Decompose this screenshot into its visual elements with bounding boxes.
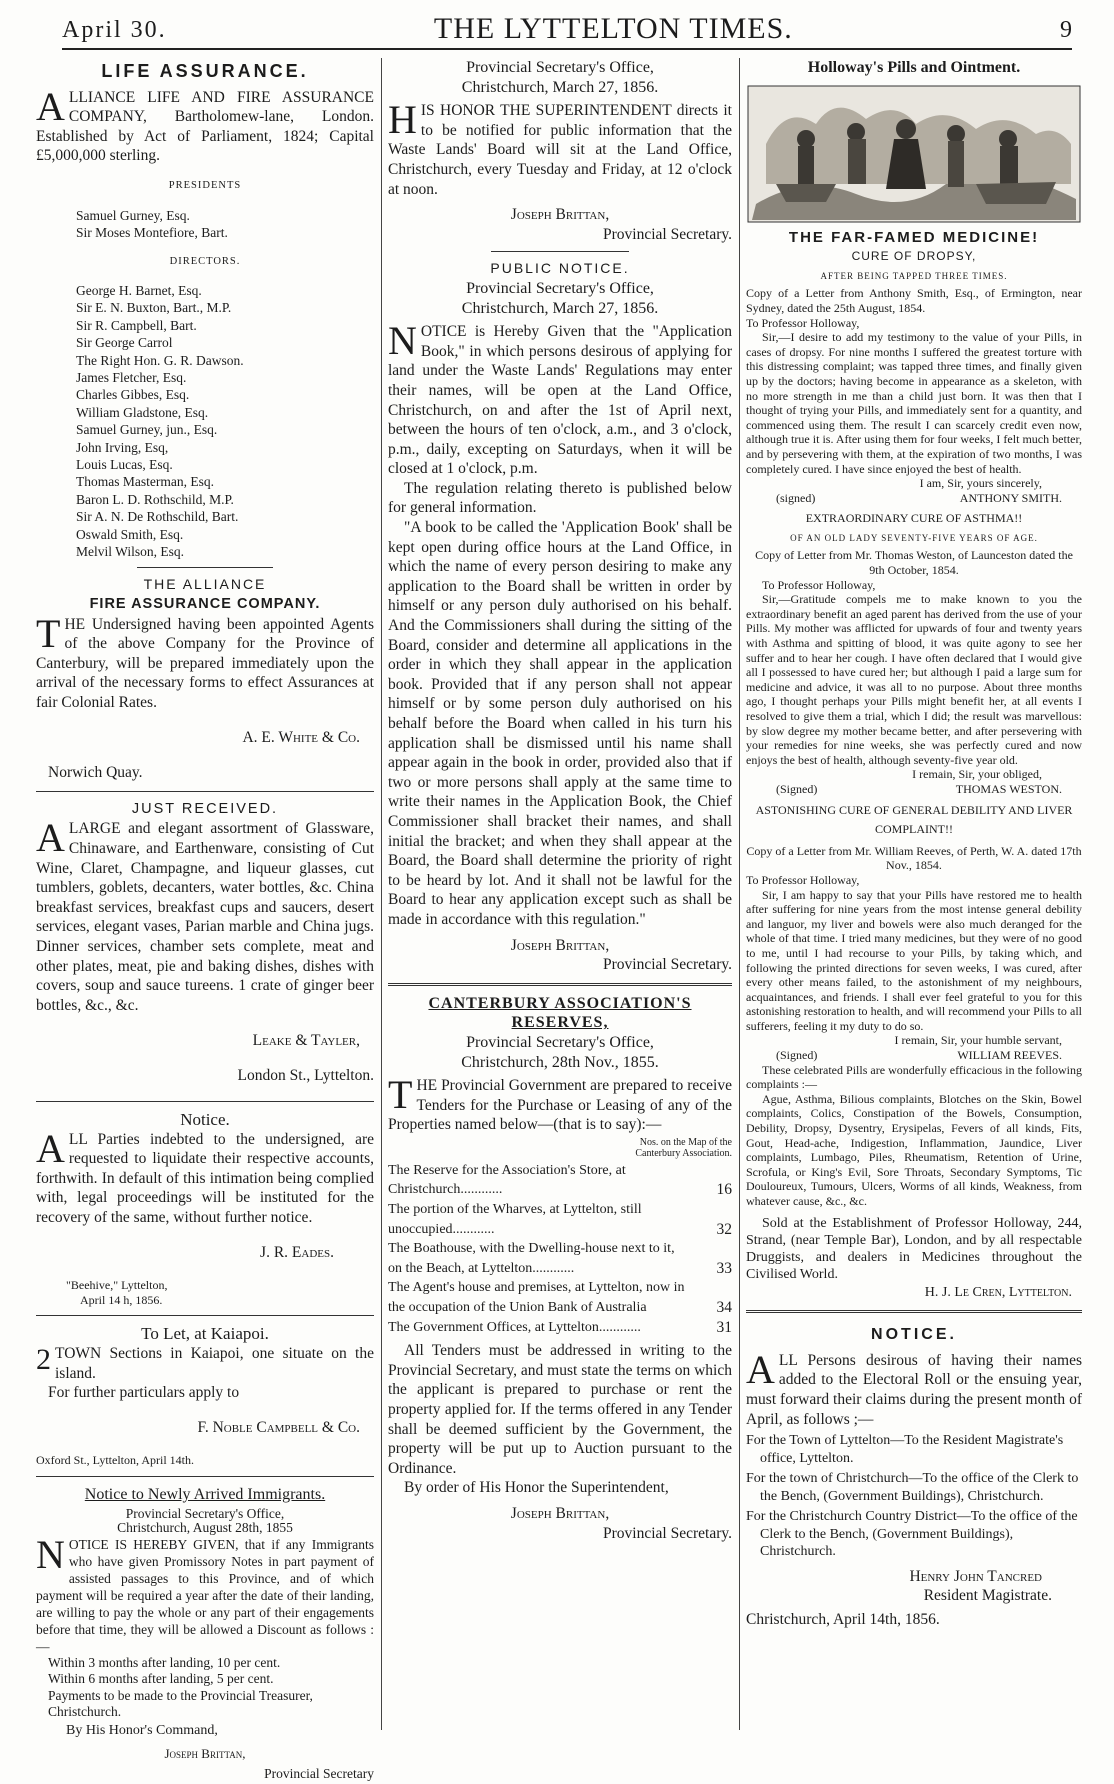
ad-body: The regulation relating thereto is published below for general information. — [388, 479, 732, 517]
testimonial-title: EXTRAORDINARY CURE OF ASTHMA!! — [805, 511, 1023, 526]
director-name: Sir E. N. Buxton, Bart., M.P. — [76, 300, 232, 316]
table-row — [388, 1161, 732, 1200]
presidents-label: PRESIDENTS — [168, 180, 242, 192]
ad-title: Provincial Secretary — [264, 1765, 374, 1781]
ad-signature: J. R. Eades. — [260, 1244, 334, 1262]
president-name: Sir Moses Montefiore, Bart. — [76, 224, 228, 240]
letter-body: Sir,—Gratitude compels me to make known to you the extraordinary benefit an aged parent has derived from the use of your Pills. My mother was afflicted for upwards of four and twenty years with Asthma and spitting of blood, it was quite agony to see her suffer and to hear her cough. I have often declared that I would give all I possessed to have cured her; but although I paid a large sum for medicine and advice, it was all to no purpose. About three months ago, I thought perhaps your Pills might benefit her, at all events I resolved to give them a trial, which I did; the result was marvellous: by slow degree my mother became better, and after persevering with your remedies for nine weeks, she was perfectly cured and now enjoys the best of health, although seventy-five year old. — [746, 592, 1082, 767]
table-row — [388, 1278, 732, 1317]
director-name: Oswald Smith, Esq. — [76, 526, 184, 542]
issue-date: April 30. — [62, 17, 167, 43]
letter-body: Sir,—I desire to add my testimony to the value of your Pills, in cases of dropsy. For nine months I suffered the greatest torture with this distressing complaint; was tapped three times, and finally given up by the doctors; having become in appearance as a skeleton, with no more strength in me than a child just born. It was then that I thought of trying your Pills, and immediately sent for a quantity, and commenced using them. The result I can scarcely credit even now, although true it is. After using them for four weeks, I felt much better, and by persevering with them, at the expiration of two months, I was completely cured. I have since enjoyed the best of health. — [746, 330, 1082, 476]
drop-cap: A — [746, 1346, 775, 1392]
directors-label: DIRECTORS. — [169, 255, 241, 267]
testimonial-subtitle: OF AN OLD LADY SEVENTY-FIVE YEARS OF AGE. — [790, 532, 1038, 543]
ad-body: HE Undersigned having been appointed Agents of the above Company for the Province of Canterbury, will be prepared immediately upon the arrival of the necessary forms to effect Assurances at fair Colonial Rates. — [36, 615, 374, 712]
letter-salutation: To Professor Holloway, — [746, 872, 860, 887]
notice-ad — [36, 1110, 374, 1307]
ad-date: Christchurch, March 27, 1856. — [461, 78, 659, 96]
ad-heading: PUBLIC NOTICE. — [490, 260, 630, 277]
public-notice — [388, 259, 732, 974]
property-description: The Agent's house and premises, at Lyttelton, now in the occupation of the Union Bank of Australia — [388, 1280, 685, 1316]
ad-body: LL Parties indebted to the undersigned, are requested to liquidate their respective accounts, forthwith. In default of this intimation being complied with, legal proceedings will be instituted for the recovery of the same, without further notice. — [36, 1130, 374, 1226]
column-rule — [381, 58, 382, 1730]
property-description: The Boathouse, with the Dwelling-house next to it, on the Beach, at Lyttelton............ — [388, 1241, 675, 1276]
ad-signature: Joseph Brittan, — [510, 1504, 610, 1522]
ad-title: Provincial Secretary. — [603, 956, 732, 974]
directors-list — [36, 282, 374, 561]
letter-signature: ANTHONY SMITH. — [959, 490, 1062, 505]
ad-office: Provincial Secretary's Office, — [466, 1033, 654, 1051]
ad-body: For further particulars apply to — [48, 1384, 240, 1402]
signature-row — [746, 491, 1082, 506]
letter-copy-line: Copy of a Letter from Anthony Smith, Esq., of Ermington, near Sydney, dated the 25th August, 1854. — [746, 286, 1082, 315]
ad-body: By order of His Honor the Superintendent, — [404, 1479, 669, 1497]
ad-subheading: FIRE ASSURANCE COMPANY. — [89, 596, 321, 613]
ad-title: Resident Magistrate. — [923, 1587, 1052, 1605]
director-name: John Irving, Esq, — [76, 439, 169, 455]
ad-date: Christchurch, August 28th, 1855 — [117, 1520, 293, 1536]
ad-place: "Beehive," Lyttelton, — [66, 1278, 168, 1293]
local-agent: H. J. Le Cren, Lyttelton. — [924, 1284, 1072, 1300]
drop-cap: A — [36, 83, 65, 129]
ad-heading: To Let, at Kaiapoi. — [141, 1324, 269, 1344]
complaints-list: Ague, Asthma, Bilious complaints, Blotches on the Skin, Bowel complaints, Colics, Constipation of the Bowels, Consumption, Debility, Dropsy, Dysentry, Erysipelas, Fevers of all kinds, Fits, Gout, Head-ache, Indigestion, Inflammation, Jaundice, Liver complaints, Lumbago, Piles, Rheumatism, Retention of Urine, Scrofula, or King's Evil, Sore Throats, Secondary Symptoms, Tic Douloureux, Tumours, Ulcers, Worms of all kinds, Weakness, from whatever cause, &c., &c. — [746, 1091, 1082, 1208]
director-name: William Gladstone, Esq. — [76, 404, 209, 420]
roll-location: For the Town of Lyttelton—To the Resident Magistrate's office, Lyttelton. — [746, 1433, 1064, 1466]
ad-signature: Joseph Brittan, — [164, 1746, 246, 1762]
drop-cap: T — [36, 610, 61, 656]
immigrants-ad — [36, 1485, 374, 1784]
ad-date: Christchurch, 28th Nov., 1855. — [461, 1053, 659, 1071]
drop-cap: N — [36, 1531, 65, 1577]
director-name: Louis Lucas, Esq. — [76, 457, 173, 473]
director-name: Charles Gibbes, Esq. — [76, 387, 190, 403]
map-number: 31 — [716, 1318, 732, 1336]
ad-place: London St., Lyttelton. — [237, 1066, 374, 1084]
just-received-ad — [36, 800, 374, 1086]
letter-close: I remain, Sir, your obliged, — [912, 767, 1042, 782]
table-header: Nos. on the Map of the Canterbury Association. — [635, 1136, 732, 1159]
president-name: Samuel Gurney, Esq. — [76, 207, 190, 223]
signed-label: (Signed) — [776, 1048, 818, 1063]
ad-heading: LIFE ASSURANCE. — [101, 61, 309, 81]
reserves-notice — [388, 994, 732, 1543]
ad-command: By His Honor's Command, — [66, 1722, 218, 1738]
ad-date: Christchurch, March 27, 1856. — [461, 299, 659, 317]
ad-heading: Notice to Newly Arrived Immigrants. — [84, 1485, 326, 1503]
ad-heading: THE ALLIANCE — [143, 576, 267, 593]
property-description: The portion of the Wharves, at Lyttelton, still unoccupied............ — [388, 1202, 642, 1237]
ad-heading: JUST RECEIVED. — [131, 800, 279, 817]
ad-signature: F. Noble Campbell & Co. — [197, 1419, 360, 1437]
roll-location: For the town of Christchurch—To the office of the Clerk to the Bench, (Government Buildings), Christchurch. — [746, 1471, 1079, 1504]
ad-subheading: THE FAR-FAMED MEDICINE! — [788, 228, 1040, 246]
map-number: 16 — [716, 1181, 732, 1199]
roll-location: For the Christchurch Country District—To the office of the Clerk to the Bench, (Government Buildings), Christchurch. — [746, 1509, 1078, 1560]
reserves-table — [388, 1161, 732, 1337]
testimonial-title: ASTONISHING CURE OF GENERAL DEBILITY AND LIVER COMPLAINT!! — [755, 802, 1073, 837]
ad-body: OTICE IS HEREBY GIVEN, that if any Immigrants who have given Promissory Notes in part payment of assisted passages to this Province, and of which payment will be required a year after the date of their landing, are willing to pay the whole or any part of their engagements before that time, they will be allowed a Discount as follows :— — [36, 1536, 374, 1654]
director-name: Samuel Gurney, jun., Esq. — [76, 422, 218, 438]
electoral-roll-notice — [746, 1321, 1082, 1629]
ad-title: Provincial Secretary. — [603, 225, 732, 243]
discount-rate: Within 6 months after landing, 5 per cent. — [48, 1671, 274, 1687]
masthead — [62, 8, 1072, 50]
page-number: 9 — [1060, 17, 1072, 43]
engraving-illustration — [746, 84, 1082, 224]
property-description: The Reserve for the Association's Store, at Christchurch............ — [388, 1162, 626, 1198]
ad-signature: A. E. White & Co. — [242, 729, 360, 747]
table-row — [388, 1318, 732, 1338]
table-row — [388, 1239, 732, 1278]
ad-body: IS HONOR THE SUPERINTENDENT directs it to be notified for public information that the Waste Lands' Board will sit at the Land Office, Christchurch, every Tuesday and Friday, at 12 o'clock at noon. — [388, 102, 732, 198]
ad-title: Provincial Secretary. — [603, 1524, 732, 1542]
letter-signature: WILLIAM REEVES. — [957, 1048, 1062, 1063]
director-name: Baron L. D. Rothschild, M.P. — [76, 491, 234, 507]
ad-date: April 14 h, 1856. — [80, 1292, 163, 1307]
discount-rate: Within 3 months after landing, 10 per cent. — [48, 1654, 281, 1670]
ad-office: Provincial Secretary's Office, — [466, 279, 654, 297]
presidents-list — [36, 207, 374, 242]
ad-body: LARGE and elegant assortment of Glassware, Chinaware, and Earthenware, consisting of Cut Wine, Claret, Champagne, and liqueur glasses, cut tumblers, goblets, decanters, water bottles, &c. China breakfast services, breakfast cups and saucers, desert services, elegant vases, Parian marble and China jugs. Dinner services, chamber sets complete, meat and other plates, meat, pie and baking dishes, dishes with covers, soup and sauce tureens. 1 crate of ginger beer bottles, &c., &c. — [36, 820, 374, 1014]
letter-copy-line: Copy of Letter from Mr. Thomas Weston, of Launceston dated the 9th October, 1854. — [755, 548, 1073, 578]
life-assurance-ad — [36, 58, 374, 560]
ad-office: Provincial Secretary's Office, — [125, 1505, 285, 1521]
drop-cap: T — [388, 1072, 413, 1118]
letter-copy-line: Copy of a Letter from Mr. William Reeves, of Perth, W. A. dated 17th Nov., 1854. — [746, 843, 1082, 873]
complaints-intro: These celebrated Pills are wonderfully efficacious in the following complaints :— — [746, 1062, 1082, 1092]
column-1 — [36, 58, 374, 1781]
map-number: 33 — [716, 1259, 732, 1277]
newspaper-title: THE LYTTELTON TIMES. — [433, 12, 793, 45]
testimonial-title: CURE OF DROPSY, — [851, 249, 977, 264]
signed-label: (signed) — [776, 490, 816, 505]
ad-heading: NOTICE. — [871, 1326, 957, 1344]
letter-close: I am, Sir, yours sincerely, — [919, 476, 1042, 491]
director-name: James Fletcher, Esq. — [76, 370, 187, 385]
director-name: The Right Hon. G. R. Dawson. — [76, 352, 244, 368]
letter-signature: THOMAS WESTON. — [955, 781, 1062, 796]
map-number: 32 — [716, 1220, 732, 1238]
ad-signature: Henry John Tancred — [909, 1567, 1042, 1585]
ad-body: OTICE is Hereby Given that the "Application Book," in which persons desirous of applying for land under the Waste Lands' Regulations may enter their names, will be open at the Land Office, Christchurch, on and after the 1st of April next, between the hours of ten o'clock, a.m., and 3 o'clock, p.m., daily, excepting on Saturdays, when it will be closed at 1 o'clock, p.m. — [388, 323, 732, 478]
ad-place: Norwich Quay. — [48, 764, 143, 782]
drop-cap: N — [388, 318, 417, 364]
ad-body: LL Persons desirous of having their names added to the Electoral Roll or the ensuing year, must forward their claims during the present month of April, as follows ;— — [746, 1351, 1082, 1428]
drop-cap: H — [388, 97, 417, 143]
ad-body: "A book to be called the 'Application Book' shall be kept open during office hours at the Land Office, in which the name of every person desiring to make any application to the Board shall be written in order by himself or any person duly authorised on his behalf. And the Commissioners shall during the sitting of the Board, consider and determine all applications in the order in which they shall appear in the application book. Provided that if any person shall not appear himself or by some person duly authorised on his behalf before the Board when called in his turn his application shall be dismissed until his name shall appear again in the book in order, provided also that if two or more persons shall apply at the same time to write their names in the Application Book, the Chief Commissioner shall bracket their names, and shall initial the bracket; and when they shall appear at the Board, the Board shall determine the priority of right to be heard by lot. And it shall not be lawful for the Board to hear any application except such as shall be made in accordance with this regulation." — [388, 519, 732, 928]
signature-row — [746, 1048, 1082, 1063]
director-name: Sir R. Campbell, Bart. — [76, 317, 197, 333]
table-row — [388, 1200, 732, 1239]
ad-signature: Leake & Tayler, — [252, 1031, 360, 1049]
testimonial-subtitle: AFTER BEING TAPPED THREE TIMES. — [820, 270, 1008, 281]
roll-locations — [746, 1432, 1082, 1561]
letter-close: I remain, Sir, your humble servant, — [894, 1033, 1062, 1048]
column-rule — [739, 58, 740, 1730]
column-3 — [746, 58, 1082, 1728]
holloway-ad — [746, 58, 1082, 1302]
director-name: Sir George Carrol — [76, 335, 173, 351]
fire-assurance-ad — [36, 575, 374, 782]
letter-salutation: To Professor Holloway, — [746, 315, 860, 330]
ad-body: LLIANCE LIFE AND FIRE ASSURANCE COMPANY, Bartholomew-lane, London. Established by Act of Parliament, 1824; Capital £5,000,000 sterling. — [36, 88, 374, 165]
ad-place: Oxford St., Lyttelton, April 14th. — [36, 1453, 194, 1468]
drop-cap: A — [36, 815, 65, 861]
ad-body: All Tenders must be addressed in writing to the Provincial Secretary, and must state the terms on which the applicant is prepared to purchase or rent the property applied for. If the terms offered in any Tender shall be deemed sufficient by the Government, the property will be put up to Auction pursuant to the Ordinance. — [388, 1342, 732, 1477]
discount-rate: Payments to be made to the Provincial Treasurer, Christchurch. — [48, 1687, 313, 1720]
drop-cap: A — [36, 1125, 65, 1171]
to-let-ad — [36, 1324, 374, 1468]
director-name: Melvil Wilson, Esq. — [76, 544, 184, 560]
ad-signature: Joseph Brittan, — [510, 936, 610, 954]
map-number: 34 — [716, 1299, 732, 1317]
signature-row — [746, 782, 1082, 797]
director-name: Sir A. N. De Rothschild, Bart. — [76, 509, 239, 525]
ad-body: HE Provincial Government are prepared to receive Tenders for the Purchase or Leasing of any of the Properties named below—(that is to say):— — [388, 1077, 732, 1134]
ad-date: Christchurch, April 14th, 1856. — [746, 1610, 940, 1628]
letter-body: Sir, I am happy to say that your Pills have restored me to health after suffering for nine years from the most intense general debility and languor, my liver and bowels were also much deranged for the whole of that time. I tried many medicines, but they were of no good to me, until I had recourse to your Pills, by taking which, and following the printed directions for seven weeks, I was cured, after every other means failed, to the astonishment of my neighbours, acquaintances, and friends. I shall ever feel grateful to you for this astonishing restoration to health, and will recommend your Pills to all sufferers, feeling it my duty to do so. — [746, 887, 1082, 1033]
sold-at: Sold at the Establishment of Professor Holloway, 244, Strand, (near Temple Bar), London, and by all respectable Druggists, and dealers in Medicines throughout the Civilised World. — [746, 1215, 1082, 1282]
drop-cap: 2 — [36, 1342, 51, 1376]
director-name: George H. Barnet, Esq. — [76, 282, 202, 298]
property-description: The Government Offices, at Lyttelton............ — [388, 1319, 641, 1335]
waste-lands-notice — [388, 58, 732, 244]
column-2 — [388, 58, 732, 1728]
director-name: Thomas Masterman, Esq. — [76, 474, 214, 490]
ad-heading: Holloway's Pills and Ointment. — [807, 59, 1021, 76]
ad-heading: CANTERBURY ASSOCIATION'S RESERVES, — [428, 994, 692, 1032]
ad-heading: Notice. — [180, 1110, 230, 1130]
discount-rates — [36, 1655, 374, 1721]
ad-body: TOWN Sections in Kaiapoi, one situate on the island. — [55, 1344, 374, 1382]
signed-label: (Signed) — [776, 781, 818, 796]
letter-salutation: To Professor Holloway, — [762, 577, 876, 592]
ad-signature: Joseph Brittan, — [510, 206, 610, 224]
ad-office: Provincial Secretary's Office, — [466, 59, 654, 76]
